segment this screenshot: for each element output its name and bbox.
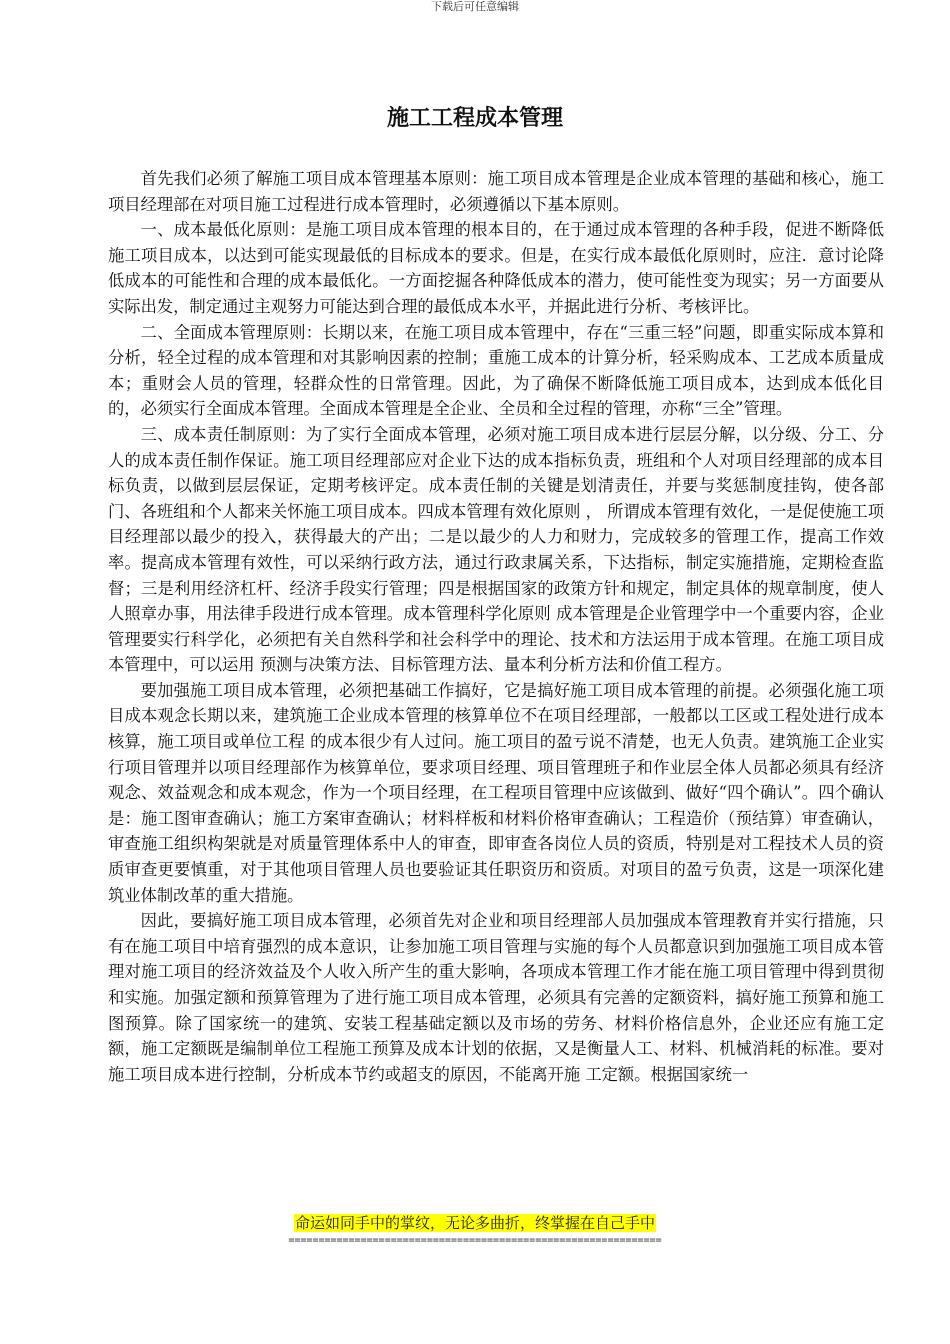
footer-banner — [0, 1213, 950, 1233]
document-title: 施工工程成本管理 — [386, 106, 563, 131]
document-body — [108, 166, 884, 1087]
paragraph-principle-2: 二、全面成本管理原则：长期以来，在施工项目成本管理中，存在“三重三轻”问题，即重实际成本算和分析，轻全过程的成本管理和对其影响因素的控制；重施工成本的计算分析，轻采购成本、工艺成本质量成本；重财会人员的管理，轻群众性的日常管理。因此，为了确保不断降低施工项目成本，达到成本低化目的，必须实行全面成本管理。全面成本管理是全企业、全员和全过程的管理，亦称“三全”管理。 — [108, 322, 884, 419]
footer-divider: ============================================================== — [288, 1235, 662, 1246]
paragraph-foundation-work: 要加强施工项目成本管理，必须把基础工作搞好，它是搞好施工项目成本管理的前提。必须强化施工项目成本观念长期以来，建筑施工企业成本管理的核算单位不在项目经理部，一般都以工区或工程处进行成本核算，施工项目或单位工程 的成本很少有人过问。施工项目的盈亏说不清楚，也无人负责。建筑施工企业实行项目管理并以项目经理部作为核算单位，要求项目经理、项目管理班子和作业层全体人员都必须具有经济观念、效益观念和成本观念，作为一个项目经理，在工程项目管理中应该做到、做好“四个确认”。四个确认是：施工图审查确认；施工方案审查确认；材料样板和材料价格审查确认；工程造价（预结算）审查确认，审查施工组织构架就是对质量管理体系中人的审查，即审查各岗位人员的资质，特别是对工程技术人员的资质审查更要慎重，对于其他项目管理人员也要验证其任职资历和资质。对项目的盈亏负责，这是一项深化建筑业体制改革的重大措施。 — [108, 680, 884, 905]
paragraph-principle-1: 一、成本最低化原则：是施工项目成本管理的根本目的，在于通过成本管理的各种手段，促进不断降低施工项目成本，以达到可能实现最低的目标成本的要求。但是，在实行成本最低化原则时，应注．意讨论降低成本的可能性和合理的成本最低化。一方面挖掘各种降低成本的潜力，使可能性变为现实；另一方面要从实际出发，制定通过主观努力可能达到合理的最低成本水平，并据此进行分析、考核评比。 — [108, 220, 884, 316]
paragraph-education-quota: 因此，要搞好施工项目成本管理，必须首先对企业和项目经理部人员加强成本管理教育并实行措施，只有在施工项目中培育强烈的成本意识，让参加施工项目管理与实施的每个人员都意识到加强施工项目成本管理对施工项目的经济效益及个人收入所产生的重大影响，各项成本管理工作才能在施工项目管理中得到贯彻和实施。加强定额和预算管理为了进行施工项目成本管理，必须具有完善的定额资料，搞好施工预算和施工图预算。除了国家统一的建筑、安装工程基础定额以及市场的劳务、材料价格信息外，企业还应有施工定额，施工定额既是编制单位工程施工预算及成本计划的依据，又是衡量人工、材料、机械消耗的标准。要对施工项目成本进行控制，分析成本节约或超支的原因，不能离开施 工定额。根据国家统一 — [108, 911, 884, 1084]
footer-banner-text: 命运如同手中的掌纹，无论多曲折，终掌握在自己手中 — [294, 1214, 655, 1232]
page-header-note: 下载后可任意编辑 — [431, 0, 519, 13]
paragraph-intro: 首先我们必须了解施工项目成本管理基本原则：施工项目成本管理是企业成本管理的基础和核心，施工项目经理部在对项目施工过程进行成本管理时，必须遵循以下基本原则。 — [108, 169, 884, 214]
paragraph-principle-3: 三、成本责任制原则：为了实行全面成本管理，必须对施工项目成本进行层层分解，以分级、分工、分人的成本责任制作保证。施工项目经理部应对企业下达的成本指标负责，班组和个人对项目经理部的成本目标负责，以做到层层保证，定期考核评定。成本责任制的关键是划清责任，并要与奖惩制度挂钩，使各部门、各班组和个人都来关怀施工项目成本。四成本管理有效化原则 ， 所谓成本管理有效化，一是促使施工项目经理部以最少的投入，获得最大的产出；二是以最少的人力和财力，完成较多的管理工作，提高工作效率。提高成本管理有效性，可以采纳行政方法，通过行政隶属关系，下达指标，制定实施措施，定期检查监督；三是利用经济杠杆、经济手段实行管理；四是根据国家的政策方针和规定，制定具体的规章制度，使人人照章办事，用法律手段进行成本管理。成本管理科学化原则 成本管理是企业管理学中一个重要内容，企业管理要实行科学化，必须把有关自然科学和社会科学中的理论、技术和方法运用于成本管理。在施工项目成本管理中，可以运用 预测与决策方法、目标管理方法、量本利分析方法和价值工程方。 — [108, 424, 884, 675]
